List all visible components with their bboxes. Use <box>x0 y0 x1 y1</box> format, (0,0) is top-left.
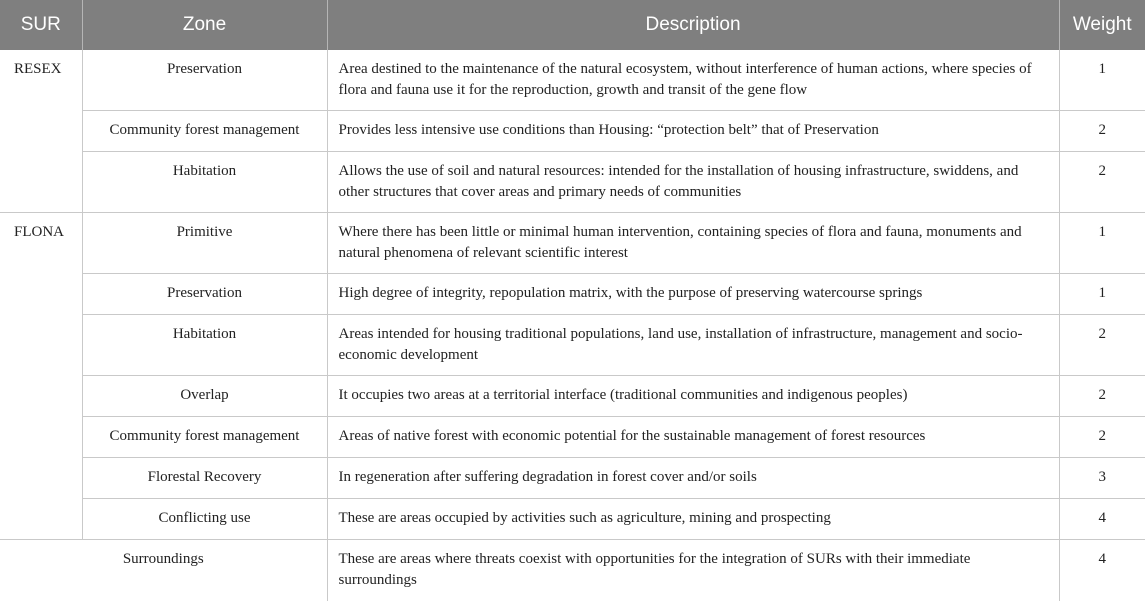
table-row <box>0 152 1145 213</box>
zone-cell-surroundings: Surroundings <box>0 540 327 601</box>
weight-cell: 1 <box>1059 50 1145 111</box>
description-cell: Allows the use of soil and natural resources: intended for the installation of housing infrastructure, swiddens, and other structures that cover areas and primary needs of communities <box>327 152 1059 213</box>
header-zone: Zone <box>82 0 327 50</box>
zone-cell: Habitation <box>82 315 327 376</box>
table-row <box>0 458 1145 499</box>
weight-cell: 2 <box>1059 417 1145 458</box>
description-cell: Areas intended for housing traditional populations, land use, installation of infrastructure, management and socio-economic development <box>327 315 1059 376</box>
weight-cell: 1 <box>1059 274 1145 315</box>
description-cell: Provides less intensive use conditions than Housing: “protection belt” that of Preservation <box>327 111 1059 152</box>
description-cell: It occupies two areas at a territorial interface (traditional communities and indigenous peoples) <box>327 376 1059 417</box>
zone-cell: Preservation <box>82 50 327 111</box>
zone-cell: Conflicting use <box>82 499 327 540</box>
header-description: Description <box>327 0 1059 50</box>
header-weight: Weight <box>1059 0 1145 50</box>
zone-cell: Community forest management <box>82 111 327 152</box>
description-cell: These are areas where threats coexist with opportunities for the integration of SURs with their immediate surroundings <box>327 540 1059 601</box>
zone-cell: Florestal Recovery <box>82 458 327 499</box>
table-row <box>0 213 1145 274</box>
header-row <box>0 0 1145 50</box>
weight-cell: 2 <box>1059 152 1145 213</box>
zone-cell: Primitive <box>82 213 327 274</box>
weight-cell: 2 <box>1059 315 1145 376</box>
zone-cell: Overlap <box>82 376 327 417</box>
description-cell: Area destined to the maintenance of the natural ecosystem, without interference of human actions, where species of flora and fauna use it for the reproduction, growth and transit of the gene flow <box>327 50 1059 111</box>
table-row <box>0 50 1145 111</box>
weight-cell: 3 <box>1059 458 1145 499</box>
table-row <box>0 376 1145 417</box>
zone-cell: Preservation <box>82 274 327 315</box>
table-row <box>0 417 1145 458</box>
weight-cell: 2 <box>1059 111 1145 152</box>
weight-cell: 4 <box>1059 540 1145 601</box>
zone-cell: Community forest management <box>82 417 327 458</box>
description-cell: Areas of native forest with economic potential for the sustainable management of forest resources <box>327 417 1059 458</box>
weight-cell: 2 <box>1059 376 1145 417</box>
table-row <box>0 315 1145 376</box>
description-cell: Where there has been little or minimal human intervention, containing species of flora and fauna, monuments and natural phenomena of relevant scientific interest <box>327 213 1059 274</box>
weight-cell: 4 <box>1059 499 1145 540</box>
table-row <box>0 274 1145 315</box>
description-cell: High degree of integrity, repopulation matrix, with the purpose of preserving watercourse springs <box>327 274 1059 315</box>
zone-cell: Habitation <box>82 152 327 213</box>
table-row <box>0 499 1145 540</box>
header-sur: SUR <box>0 0 82 50</box>
description-cell: In regeneration after suffering degradation in forest cover and/or soils <box>327 458 1059 499</box>
description-cell: These are areas occupied by activities such as agriculture, mining and prospecting <box>327 499 1059 540</box>
sur-group-resex: RESEX <box>0 50 82 213</box>
weight-cell: 1 <box>1059 213 1145 274</box>
table-row <box>0 111 1145 152</box>
sur-group-flona: FLONA <box>0 213 82 540</box>
